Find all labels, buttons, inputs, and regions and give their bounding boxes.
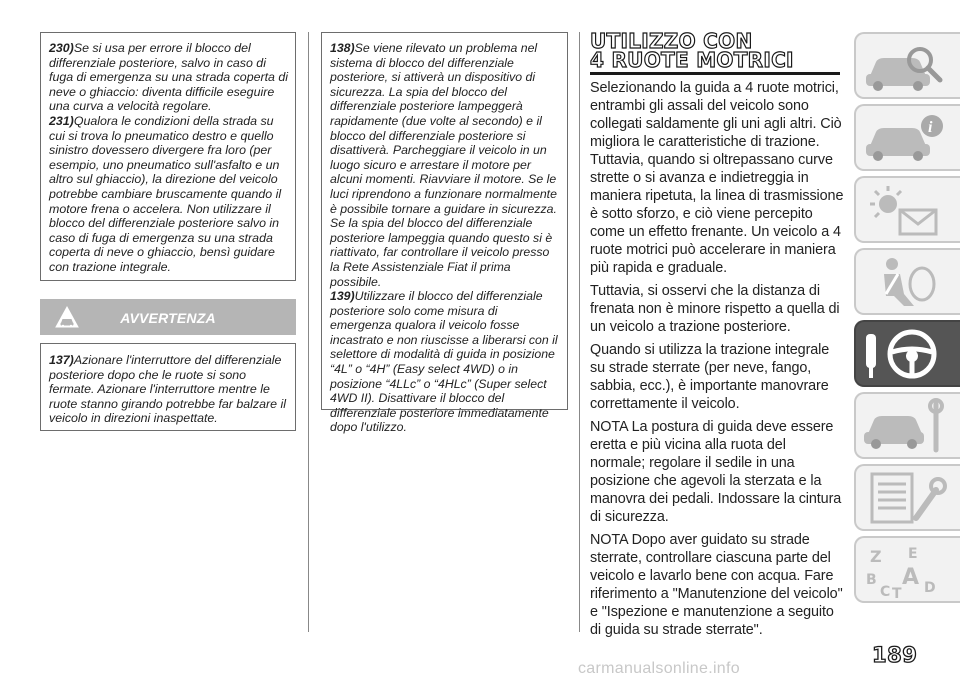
tab-car-info[interactable] xyxy=(854,104,960,171)
note-139: 139)Utilizzare il blocco del differenziale posteriore solo come misura di emergenza qualora il veicolo fosse incastrato e non riuscisse a liberarsi con il selettore di modalità di guida in posizione “4L” o “4H” (Easy select 4WD) o in posizione “4LLc” o “4HLc” (Super select 4WD II). Disattivare il blocco del differenziale posteriore immediatamente dopo l'utilizzo. xyxy=(330,289,558,435)
svg-text:E: E xyxy=(908,546,918,562)
note-137: 137)Azionare l'interruttore del differenziale posteriore dopo che le ruote si sono fermate. Azionare l'interruttore mentre le ruote stanno girando potrebbe far balzare il veicolo in direzioni inaspettate. xyxy=(49,353,286,426)
body-paragraph: NOTA La postura di guida deve essere eretta e più vicina alla ruota del normale; regolare il sedile in una posizione che agevoli la sterzata e la manovra dei pedali. Indossare la cintura di sicurezza. xyxy=(590,419,842,525)
svg-text:A: A xyxy=(902,565,920,590)
warning-notes-box-3 xyxy=(321,32,568,435)
section-body xyxy=(590,79,844,644)
watermark: carmanualsonline.info xyxy=(578,660,740,677)
note-230: 230)Se si usa per errore il blocco del differenziale posteriore, salvo in caso di fuga di emergenza su una strada coperta di neve o ghiaccio: diventa difficile eseguire una curva a velocità regolare. xyxy=(49,41,289,114)
note-138: 138)Se viene rilevato un problema nel sistema di blocco del differenziale posteriore, si attiverà un dispositivo di sicurezza. La spia del blocco del differenziale posteriore lampeggerà rapidamente (due volte al secondo) e il blocco del differenziale posteriore si disattiverà. Parcheggiare il veicolo in un luogo sicuro e arrestare il motore per alcuni momenti. Riavviare il motore. Se le luci riprendono a funzionare normalmente è possibile tornare a guidare in sicurezza. Se la spia del blocco del differenziale posteriore lampeggia quando questo si è riattivato, far controllare il veicolo presso la Rete Assistenziale Fiat il prima possibile. xyxy=(330,41,557,289)
spec-list-wrench-icon xyxy=(862,470,952,526)
note-231: 231)Qualora le condizioni della strada su cui si trova lo pneumatico destro e quello sinistro dovessero divergere fra loro (per esempio, uno pneumatico sull'asfalto e un altro sul ghiaccio), la direzione del veicolo potrebbe cambiare bruscamente quando il motore frena o accelera. Non utilizzare il blocco del differenziale posteriore salvo in caso di fuga di emergenza su una strada coperta di neve o ghiaccio, bensì guidare con trazione integrale. xyxy=(49,113,282,274)
tab-index[interactable] xyxy=(854,536,960,603)
svg-text:Z: Z xyxy=(870,547,882,566)
body-paragraph: Selezionando la guida a 4 ruote motrici, entrambi gli assali del veicolo sono collegati saldamente gli uni agli altri. Ciò migliora le caratteristiche di trazione. Tuttavia, quando si oltrepassano curve strette o si avanza e indietreggia in maniera ripetuta, la linea di trasmissione è sotto sforzo, e ciò viene percepito come un effetto frenante. Un veicolo a 4 ruote motrici può accelerare in maniera più rapida e graduale. xyxy=(590,80,844,276)
svg-text:B: B xyxy=(866,572,877,588)
svg-text:i: i xyxy=(928,119,933,136)
tab-driving[interactable] xyxy=(854,320,960,387)
warning-light-mail-icon xyxy=(862,182,952,238)
tab-maintenance[interactable] xyxy=(854,392,960,459)
section-heading: UTILIZZO CON 4 RUOTE MOTRICI xyxy=(590,29,794,72)
svg-text:T: T xyxy=(892,586,902,598)
svg-text:C: C xyxy=(880,584,891,598)
seatbelt-airbag-icon xyxy=(862,254,952,310)
body-paragraph: Quando si utilizza la trazione integrale su strade sterrate (per neve, fango, sabbia, ecc.), è importante manovrare correttamente il veicolo. xyxy=(590,342,830,412)
body-paragraph: Tuttavia, si osservi che la distanza di frenata non è minore rispetto a quella di un veicolo a trazione posteriore. xyxy=(590,283,840,335)
column-divider-right xyxy=(579,32,580,632)
warning-notes-box-2 xyxy=(40,343,296,431)
page-number: 189 xyxy=(872,643,918,667)
car-search-icon xyxy=(862,38,952,94)
tab-warning-lights[interactable] xyxy=(854,176,960,243)
tab-specifications[interactable] xyxy=(854,464,960,531)
heading-underline xyxy=(590,72,840,75)
car-info-icon xyxy=(862,110,952,166)
svg-text:D: D xyxy=(924,580,936,596)
car-wrench-icon xyxy=(862,398,952,454)
column-divider-left xyxy=(308,32,309,632)
warning-notes-box-1 xyxy=(40,32,296,281)
avvertenza-title: AVVERTENZA xyxy=(120,310,216,326)
key-steering-wheel-icon xyxy=(862,326,952,382)
tab-safety[interactable] xyxy=(854,248,960,315)
tab-car-search[interactable] xyxy=(854,32,960,99)
alphabetical-index-icon xyxy=(862,542,952,598)
avvertenza-header xyxy=(40,299,296,335)
body-paragraph: NOTA Dopo aver guidato su strade sterrate, controllare ciascuna parte del veicolo e lavarlo bene con acqua. Fare riferimento a "Manutenzione del veicolo" e "Ispezione e manutenzione a seguito di guida su strade sterrate". xyxy=(590,532,843,638)
